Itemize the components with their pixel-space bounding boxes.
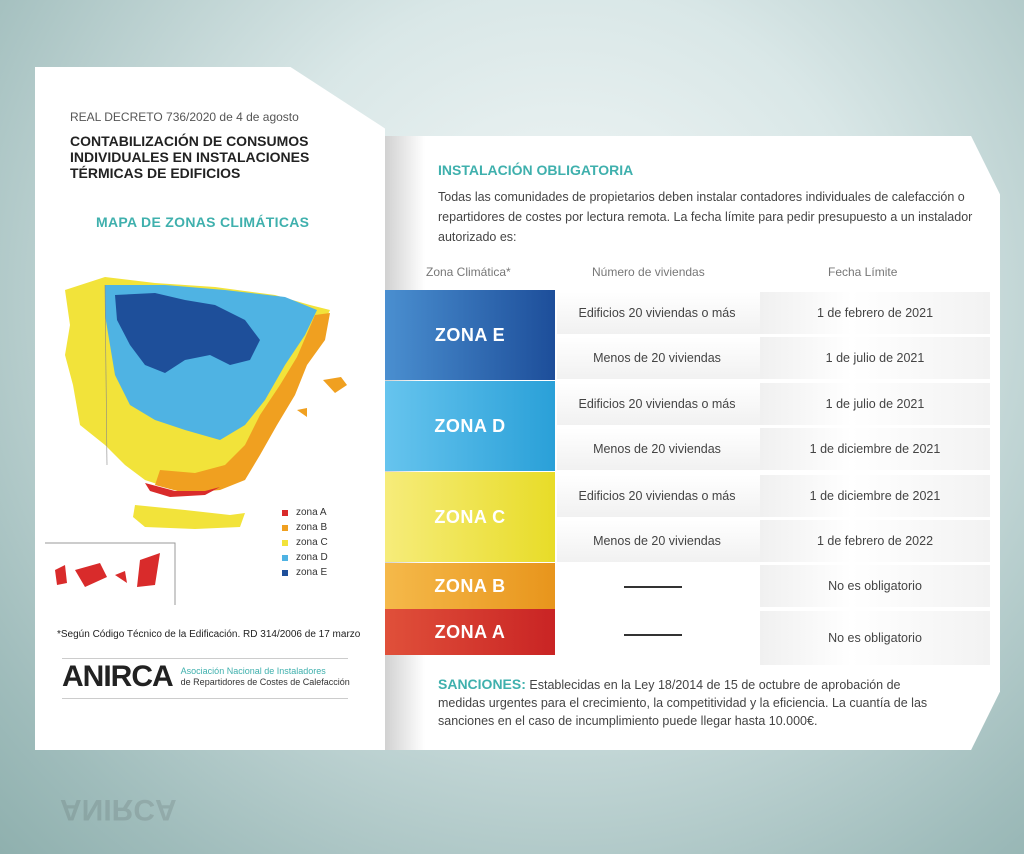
cell-fecha: 1 de febrero de 2021: [760, 292, 990, 334]
logo-subtitle-line2: de Repartidores de Costes de Calefacción: [180, 677, 350, 687]
map-title: MAPA DE ZONAS CLIMÁTICAS: [96, 214, 310, 230]
legend-swatch: [282, 570, 288, 576]
logo-reflection: ANIRCA: [60, 793, 177, 826]
legend-label: zona A: [296, 507, 327, 518]
map-canarias: [55, 553, 160, 587]
sanciones-label: SANCIONES:: [438, 676, 526, 692]
cell-viviendas: Menos de 20 viviendas: [593, 442, 721, 456]
decree-line: REAL DECRETO 736/2020 de 4 de agosto: [70, 110, 299, 124]
sanciones-text: Establecidas en la Ley 18/2014 de 15 de octubre de aprobación de medidas urgentes para el crecimiento, la competitividad y la eficiencia. La cuantía de las sanciones en el caso de incumplimiento puede llegar hasta 10.000€.: [438, 678, 928, 728]
sanciones-paragraph: [438, 675, 948, 730]
legend-label: zona C: [296, 537, 328, 548]
divider: [62, 658, 348, 659]
legend-swatch: [282, 555, 288, 561]
cell-viviendas: Menos de 20 viviendas: [593, 351, 721, 365]
logo-wordmark: ANIRCA: [62, 660, 173, 693]
document-title: CONTABILIZACIÓN DE CONSUMOS INDIVIDUALES EN INSTALACIONES TÉRMICAS DE EDIFICIOS: [70, 133, 310, 181]
legend-label: zona E: [296, 567, 328, 578]
map-africa-strip: [133, 505, 245, 529]
cell-fecha: 1 de febrero de 2022: [760, 520, 990, 562]
cell-viviendas: Edificios 20 viviendas o más: [578, 397, 736, 411]
legend-label: zona D: [296, 552, 328, 563]
anirca-logo: [62, 660, 350, 694]
zone-b-label: ZONA B: [385, 563, 555, 609]
not-applicable-dash: [624, 586, 682, 588]
cell-fecha: 1 de diciembre de 2021: [760, 428, 990, 470]
intro-text: Todas las comunidades de propietarios deben instalar contadores individuales de calefacción o repartidores de costes por lectura remota. La fecha límite para pedir presupuesto a un instalador autorizado es:: [438, 190, 973, 244]
cell-viviendas: Edificios 20 viviendas o más: [578, 489, 736, 503]
not-applicable-dash: [624, 634, 682, 636]
legend-swatch: [282, 510, 288, 516]
header-zona: Zona Climática*: [426, 265, 511, 279]
legend-item-zona-a: [282, 505, 328, 520]
cell-fecha: 1 de julio de 2021: [760, 383, 990, 425]
cell-fecha: No es obligatorio: [760, 565, 990, 607]
divider: [62, 698, 348, 699]
zone-d-label: ZONA D: [385, 381, 555, 471]
logo-subtitle: [181, 666, 350, 688]
map-baleares: [297, 377, 347, 417]
zone-a-label: ZONA A: [385, 609, 555, 655]
zone-c-label: ZONA C: [385, 472, 555, 562]
cell-fecha: 1 de julio de 2021: [760, 337, 990, 379]
legend-label: zona B: [296, 522, 328, 533]
logo-subtitle-line1: Asociación Nacional de Instaladores: [180, 666, 326, 676]
legend-item-zona-b: [282, 520, 328, 535]
cell-viviendas: Menos de 20 viviendas: [593, 534, 721, 548]
header-fecha: Fecha Límite: [828, 265, 898, 279]
section-title: INSTALACIÓN OBLIGATORIA: [438, 162, 634, 178]
footnote: *Según Código Técnico de la Edificación. RD 314/2006 de 17 marzo: [57, 629, 361, 640]
zone-e-label: ZONA E: [385, 290, 555, 380]
map-legend: [282, 505, 328, 580]
header-viviendas: Número de viviendas: [592, 265, 705, 279]
legend-item-zona-c: [282, 535, 328, 550]
legend-swatch: [282, 525, 288, 531]
legend-item-zona-e: [282, 565, 328, 580]
legend-swatch: [282, 540, 288, 546]
cell-viviendas: Edificios 20 viviendas o más: [578, 306, 736, 320]
cell-fecha: 1 de diciembre de 2021: [760, 475, 990, 517]
cell-fecha: No es obligatorio: [760, 611, 990, 665]
legend-item-zona-d: [282, 550, 328, 565]
